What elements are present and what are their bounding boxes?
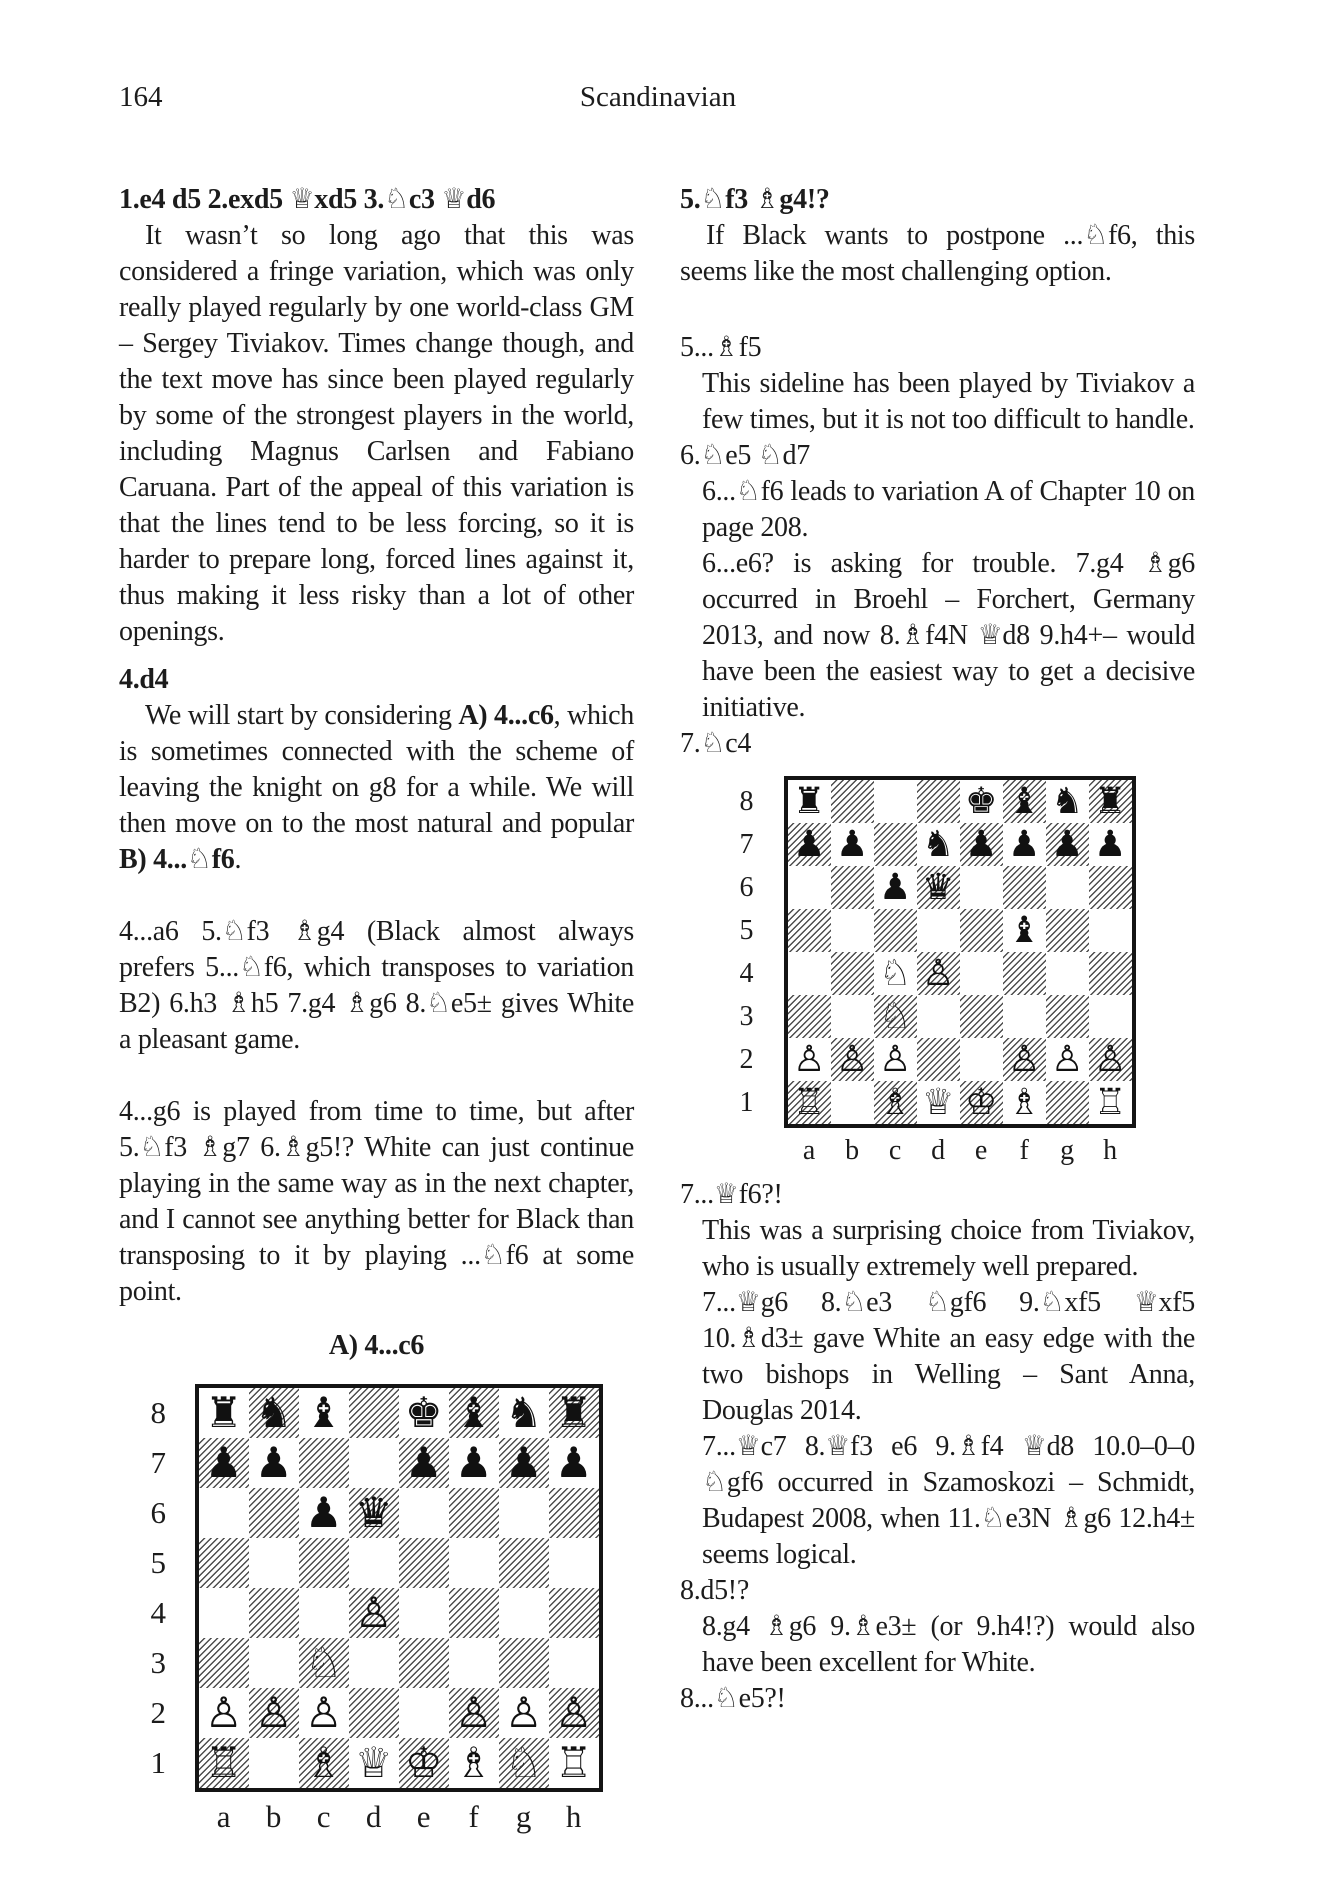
chess-board	[784, 776, 1136, 1128]
square-c1-piece: ♗	[874, 1081, 917, 1124]
rank-labels	[151, 1384, 195, 1792]
square-e7-piece: ♟	[960, 823, 1003, 866]
rank-label-3: 3	[739, 1000, 754, 1032]
paragraph-4g6: 4...g6 is played from time to time, but after 5.♘f3 ♗g7 6.♗g5!? White can just continue playing in the same way as in the next chapter, and I cannot see anything better for Black than transposing to it by playing ...♘f6 at some point.	[119, 1096, 634, 1307]
square-b2-piece: ♙	[249, 1688, 299, 1738]
file-label-f: f	[468, 1799, 479, 1834]
square-h6	[549, 1488, 599, 1538]
rank-label-6: 6	[739, 871, 754, 903]
rank-label-5: 5	[150, 1545, 166, 1580]
square-g4	[499, 1588, 549, 1638]
file-labels	[784, 1136, 1136, 1167]
square-f5-piece: ♝	[1007, 908, 1041, 952]
square-h2-piece: ♙	[1089, 1038, 1132, 1081]
square-f1-piece: ♗	[454, 1738, 493, 1787]
square-a3	[788, 995, 831, 1038]
chess-board	[195, 1384, 603, 1792]
square-d1-piece: ♕	[921, 1080, 955, 1124]
paragraph-surprising: This was a surprising choice from Tiviakov, who is usually extremely well prepared.	[702, 1214, 1195, 1282]
square-f8-piece: ♝	[1003, 780, 1046, 823]
running-header: Scandinavian	[579, 81, 737, 113]
paragraph-7qg6: 7...♕g6 8.♘e3 ♘gf6 9.♘xf5 ♕xf5 10.♗d3± gave White an easy edge with the two bishops in Welling – Sant Anna, Douglas 2014.	[702, 1286, 1195, 1426]
file-label-h: h	[1103, 1135, 1117, 1166]
square-f2-piece: ♙	[1003, 1038, 1046, 1081]
square-h1-piece: ♖	[1093, 1080, 1127, 1124]
square-a6	[788, 866, 831, 909]
square-g3	[1046, 995, 1089, 1038]
file-label-a: a	[216, 1799, 231, 1834]
square-d5	[917, 909, 960, 952]
square-d2	[917, 1038, 960, 1081]
square-d3	[349, 1638, 399, 1688]
square-f4	[1003, 952, 1046, 995]
file-label-f: f	[1019, 1135, 1029, 1166]
square-c3-piece: ♘	[299, 1638, 349, 1688]
right-column	[680, 182, 1195, 1717]
bold-run: A) 4...c6	[458, 700, 554, 731]
paragraph-postpone: If Black wants to postpone ...♘f6, this seems like the most challenging option.	[680, 220, 1195, 287]
move-8d5: 8.d5!?	[680, 1574, 749, 1606]
rank-label-8: 8	[739, 785, 754, 817]
chess-diagram-after-4c6	[119, 1384, 634, 1834]
file-label-d: d	[931, 1135, 945, 1166]
square-g8-piece: ♞	[504, 1388, 543, 1437]
move-5bf5: 5...♗f5	[680, 332, 762, 363]
square-c8-piece: ♝	[304, 1388, 343, 1437]
corner-spacer	[151, 1792, 195, 1834]
square-e3	[399, 1638, 449, 1688]
file-label-b: b	[265, 1799, 282, 1834]
square-b5	[249, 1538, 299, 1588]
square-c4	[299, 1588, 349, 1638]
file-label-e: e	[416, 1799, 431, 1834]
square-e5	[960, 909, 1003, 952]
square-e8-piece: ♚	[404, 1388, 443, 1437]
square-e1-piece: ♔	[399, 1738, 449, 1788]
square-d6-piece: ♛	[349, 1488, 399, 1538]
square-a1-piece: ♖	[199, 1738, 249, 1788]
rank-label-6: 6	[150, 1495, 166, 1530]
square-e4	[960, 952, 1003, 995]
paragraph-6nf6: 6...♘f6 leads to variation A of Chapter 10 on page 208.	[702, 476, 1195, 543]
square-f1-piece: ♗	[1007, 1080, 1041, 1124]
file-label-a: a	[802, 1135, 816, 1166]
square-a8-piece: ♜	[204, 1388, 243, 1437]
square-h5	[549, 1538, 599, 1588]
square-e1-piece: ♔	[960, 1081, 1003, 1124]
square-d2	[349, 1688, 399, 1738]
square-b8	[831, 780, 874, 823]
square-g2-piece: ♙	[1050, 1037, 1084, 1081]
square-c6-piece: ♟	[304, 1488, 343, 1537]
square-h3	[1089, 995, 1132, 1038]
square-h4	[549, 1588, 599, 1638]
plan-paragraph	[119, 698, 634, 878]
square-b6	[249, 1488, 299, 1538]
square-d1-piece: ♕	[354, 1738, 393, 1787]
square-c2-piece: ♙	[878, 1037, 912, 1081]
variation-heading-a: A) 4...c6	[328, 1330, 425, 1361]
rank-label-7: 7	[739, 828, 754, 860]
rank-label-3: 3	[150, 1645, 166, 1680]
square-b8-piece: ♞	[249, 1388, 299, 1438]
square-b7-piece: ♟	[254, 1438, 293, 1487]
square-b6	[831, 866, 874, 909]
file-label-g: g	[515, 1799, 532, 1834]
square-b1	[249, 1738, 299, 1788]
square-g8-piece: ♞	[1050, 779, 1084, 823]
square-d4-piece: ♙	[917, 952, 960, 995]
square-e7-piece: ♟	[399, 1438, 449, 1488]
left-column	[119, 182, 634, 1834]
square-g2-piece: ♙	[504, 1688, 543, 1737]
square-d7	[349, 1438, 399, 1488]
square-b3	[249, 1638, 299, 1688]
square-c5	[299, 1538, 349, 1588]
heading-5nf3: 5.♘f3 ♗g4!?	[680, 184, 830, 215]
square-b5	[831, 909, 874, 952]
square-e3	[960, 995, 1003, 1038]
file-label-h: h	[565, 1799, 582, 1834]
paragraph-6e6: 6...e6? is asking for trouble. 7.g4 ♗g6 occurred in Broehl – Forchert, Germany 2013, and now 8.♗f4N ♕d8 9.h4+– would have been the easiest way to get a decisive initiative.	[702, 548, 1195, 723]
move-6ne5: 6.♘e5 ♘d7	[680, 440, 810, 471]
square-h8-piece: ♜	[549, 1388, 599, 1438]
square-b7-piece: ♟	[835, 822, 869, 866]
square-f8-piece: ♝	[449, 1388, 499, 1438]
square-h4	[1089, 952, 1132, 995]
square-a6	[199, 1488, 249, 1538]
square-a5	[788, 909, 831, 952]
rank-label-1: 1	[150, 1745, 166, 1780]
square-a5	[199, 1538, 249, 1588]
square-f7-piece: ♟	[454, 1438, 493, 1487]
square-h7-piece: ♟	[1093, 822, 1127, 866]
square-h1-piece: ♖	[554, 1738, 593, 1787]
square-c7	[299, 1438, 349, 1488]
rank-label-1: 1	[739, 1086, 754, 1118]
square-g5	[1046, 909, 1089, 952]
square-d8	[917, 780, 960, 823]
file-label-d: d	[365, 1799, 382, 1834]
square-h3	[549, 1638, 599, 1688]
square-c8	[874, 780, 917, 823]
paragraph-sideline: This sideline has been played by Tiviakov a few times, but it is not too difficult to handle.	[702, 368, 1195, 435]
square-a2-piece: ♙	[204, 1688, 243, 1737]
square-a4	[788, 952, 831, 995]
rank-label-2: 2	[739, 1043, 754, 1075]
move-8ne5: 8...♘e5?!	[680, 1682, 786, 1714]
move-7qf6: 7...♕f6?!	[680, 1178, 783, 1210]
move-7nc4: 7.♘c4	[680, 728, 752, 759]
square-a2-piece: ♙	[792, 1037, 826, 1081]
square-c4-piece: ♘	[878, 951, 912, 995]
square-f7-piece: ♟	[1007, 822, 1041, 866]
square-e8-piece: ♚	[964, 779, 998, 823]
square-g6	[499, 1488, 549, 1538]
square-c5	[874, 909, 917, 952]
square-f5	[449, 1538, 499, 1588]
text-run: We will start by considering	[145, 700, 459, 731]
square-a1-piece: ♖	[788, 1081, 831, 1124]
square-b2-piece: ♙	[831, 1038, 874, 1081]
paragraph-4a6: 4...a6 5.♘f3 ♗g4 (Black almost always prefers 5...♘f6, which transposes to variation B2) 6.h3 ♗h5 7.g4 ♗g6 8.♘e5± gives White a pleasant game.	[119, 916, 634, 1055]
square-b1	[831, 1081, 874, 1124]
square-e2	[399, 1688, 449, 1738]
square-e6	[399, 1488, 449, 1538]
square-f6	[449, 1488, 499, 1538]
square-g7-piece: ♟	[1046, 823, 1089, 866]
square-d8	[349, 1388, 399, 1438]
rank-label-8: 8	[150, 1395, 166, 1430]
corner-spacer	[740, 1128, 784, 1167]
square-c7	[874, 823, 917, 866]
rank-labels	[740, 776, 784, 1128]
square-f3	[449, 1638, 499, 1688]
square-c2-piece: ♙	[304, 1688, 343, 1737]
square-g3	[499, 1638, 549, 1688]
paragraph-7qc7: 7...♕c7 8.♕f3 e6 9.♗f4 ♕d8 10.0–0–0 ♘gf6 occurred in Szamoskozi – Schmidt, Budapest 2008, when 11.♘e3N ♗g6 12.h4± seems logical.	[702, 1430, 1195, 1570]
heading-4d4: 4.d4	[119, 664, 169, 695]
square-a7-piece: ♟	[788, 823, 831, 866]
square-c3-piece: ♘	[874, 995, 917, 1038]
square-f4	[449, 1588, 499, 1638]
square-c6-piece: ♟	[878, 865, 912, 909]
file-label-c: c	[316, 1799, 331, 1834]
rank-label-7: 7	[150, 1445, 166, 1480]
square-h7-piece: ♟	[554, 1438, 593, 1487]
bold-run: B) 4...♘f6	[119, 844, 235, 875]
square-h5	[1089, 909, 1132, 952]
square-b4	[249, 1588, 299, 1638]
square-h6	[1089, 866, 1132, 909]
paragraph-8g4: 8.g4 ♗g6 9.♗e3± (or 9.h4!?) would also have been excellent for White.	[702, 1610, 1195, 1678]
square-g7-piece: ♟	[499, 1438, 549, 1488]
page-number: 164	[119, 81, 163, 113]
square-h2-piece: ♙	[549, 1688, 599, 1738]
square-a8-piece: ♜	[792, 779, 826, 823]
square-d3	[917, 995, 960, 1038]
square-a3	[199, 1638, 249, 1688]
file-label-c: c	[888, 1135, 902, 1166]
square-a4	[199, 1588, 249, 1638]
square-c1-piece: ♗	[299, 1738, 349, 1788]
square-e5	[399, 1538, 449, 1588]
chess-diagram-after-7nc4	[680, 776, 1195, 1167]
square-f3	[1003, 995, 1046, 1038]
text-run: .	[234, 844, 242, 875]
square-d4-piece: ♙	[349, 1588, 399, 1638]
square-g4	[1046, 952, 1089, 995]
square-d5	[349, 1538, 399, 1588]
square-g6	[1046, 866, 1089, 909]
main-line-heading: 1.e4 d5 2.exd5 ♕xd5 3.♘c3 ♕d6	[119, 184, 496, 215]
file-label-e: e	[974, 1135, 988, 1166]
square-b4	[831, 952, 874, 995]
intro-paragraph: It wasn’t so long ago that this was considered a fringe variation, which was only really played regularly by one world-class GM – Sergey Tiviakov. Times change though, and the text move has since been played regularly by some of the strongest players in the world, including Magnus Carlsen and Fabiano Caruana. Part of the appeal of this variation is that the lines tend to be less forcing, so it is harder to prepare long, forced lines against it, thus making it less risky than a lot of other openings.	[119, 220, 634, 647]
square-d7-piece: ♞	[921, 822, 955, 866]
square-e2	[960, 1038, 1003, 1081]
file-label-b: b	[845, 1135, 859, 1166]
rank-label-4: 4	[150, 1595, 166, 1630]
square-d6-piece: ♛	[917, 866, 960, 909]
rank-label-5: 5	[739, 914, 754, 946]
square-b3	[831, 995, 874, 1038]
square-f2-piece: ♙	[449, 1688, 499, 1738]
square-e4	[399, 1588, 449, 1638]
square-g1-piece: ♘	[499, 1738, 549, 1788]
square-a7-piece: ♟	[199, 1438, 249, 1488]
file-labels	[195, 1800, 603, 1834]
square-f6	[1003, 866, 1046, 909]
rank-label-2: 2	[150, 1695, 166, 1730]
square-h8-piece: ♜	[1089, 780, 1132, 823]
text-run: , which is sometimes connected with the scheme of leaving the knight on g8 for a while. We will then move on to the most natural and popular	[119, 700, 634, 839]
square-e6	[960, 866, 1003, 909]
file-label-g: g	[1060, 1135, 1074, 1166]
square-g1	[1046, 1081, 1089, 1124]
rank-label-4: 4	[739, 957, 754, 989]
square-g5	[499, 1538, 549, 1588]
